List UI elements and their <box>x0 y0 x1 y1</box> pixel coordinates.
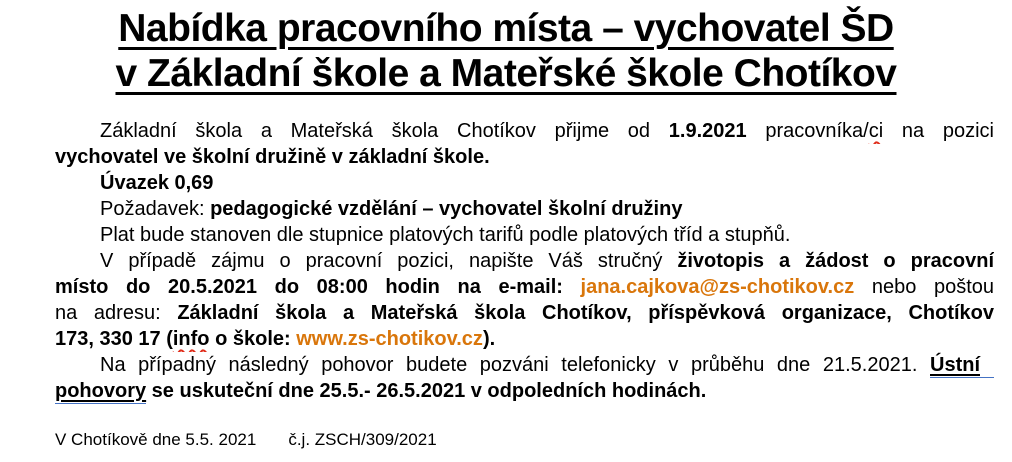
text-run: o škole: <box>209 328 297 350</box>
spellcheck-word: info <box>172 328 210 350</box>
text-run-salary: Plat bude stanoven dle stupnice platových tarifů podle platových tříd a stupňů. <box>100 224 791 246</box>
document-title-line-1 <box>0 6 1012 51</box>
spellcheck-word: ci <box>868 120 884 142</box>
text-run-bold-address2: 173, 330 17 ( <box>55 328 173 350</box>
text-run: na pozici <box>883 120 994 142</box>
text-run-bold-interview-dates: se uskuteční dne 25.5.- 26.5.2021 v odpoledních hodinách. <box>146 380 707 402</box>
text-run-interview: Na případný následný pohovor budete pozváni telefonicky v průběhu dne 21.5.2021. <box>100 354 930 376</box>
text-run: V případě zájmu o pracovní pozici, napište Váš stručný <box>100 250 678 272</box>
paragraph-line <box>55 300 994 326</box>
paragraph-line <box>55 248 994 274</box>
text-run-bold-date: 1.9.2021 <box>668 120 747 142</box>
document-body <box>55 118 994 404</box>
footer-reference-number: č.j. ZSCH/309/2021 <box>288 430 437 449</box>
grammar-check-word: pohovory <box>55 380 146 404</box>
website-link[interactable]: www.zs-chotikov.cz <box>296 328 483 350</box>
paragraph-line <box>55 326 994 352</box>
paragraph-line <box>55 352 994 378</box>
document-footer <box>55 430 1012 450</box>
title-text-line-1: Nabídka pracovního místa – vychovatel ŠD <box>118 7 894 50</box>
text-run: Základní škola a Mateřská škola Chotíkov přijme od <box>100 120 669 142</box>
text-run: nebo poštou <box>854 276 994 298</box>
document-title-line-2 <box>0 51 1012 96</box>
grammar-check-word: Ústní <box>930 354 994 378</box>
text-run: pracovníka/ <box>746 120 869 142</box>
paragraph-line <box>55 222 994 248</box>
paragraph-line <box>55 170 994 196</box>
text-run-bold-address: Základní škola a Mateřská škola Chotíkov, příspěvková organizace, Chotíkov <box>177 302 994 324</box>
paragraph-line <box>55 196 994 222</box>
text-run-bold-deadline: místo do 20.5.2021 do 08:00 hodin na e-mail: <box>55 276 581 298</box>
title-text-line-2: v Základní škole a Mateřské škole Chotíkov <box>115 52 897 95</box>
text-run-bold-requirement: pedagogické vzdělání – vychovatel školní družiny <box>210 198 683 220</box>
document-title <box>0 6 1012 96</box>
email-link[interactable]: jana.cajkova@zs-chotikov.cz <box>580 276 855 298</box>
paragraph-line <box>55 144 994 170</box>
paragraph-line <box>55 118 994 144</box>
text-run: na adresu: <box>55 302 178 324</box>
text-run: ). <box>482 328 496 350</box>
text-run-bold-cv: životopis a žádost o pracovní <box>677 250 994 272</box>
paragraph-line <box>55 378 994 404</box>
footer-place-date: V Chotíkově dne 5.5. 2021 <box>55 430 257 449</box>
text-run-bold-position: vychovatel ve školní družině v základní škole. <box>55 146 490 168</box>
document-page <box>0 6 1012 462</box>
paragraph-line <box>55 274 994 300</box>
text-run-bold-workload: Úvazek 0,69 <box>100 172 214 194</box>
text-run: Požadavek: <box>100 198 211 220</box>
